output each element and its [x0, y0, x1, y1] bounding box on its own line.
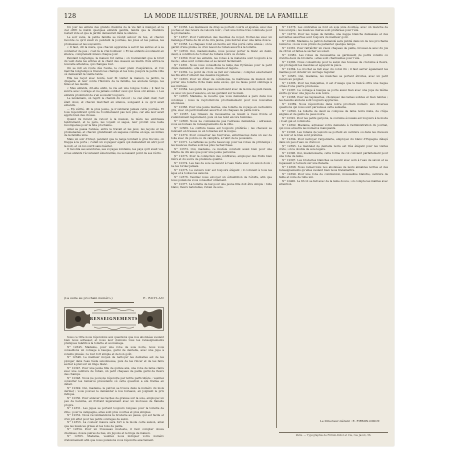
page-number: 128 [64, 13, 77, 20]
story-column: Un jour les enfans des grands chemins de la vie fait à manger, et le ciel offrit le matin quelques enfants gentils, tandis que la chambre restait vide et que le jardin demeurait dans le silence. Le soir venu, la petite famille se réunit autour du feu, et chacun raconte ce qu'il avait vu pendant la journée, les joies et les peines, les promesses et les souvenirs. « Il faut, dit la mère, que chacun apprenne à servir les autres et à se contenter de peu ; c'est là le vrai bonheur. » Et les enfants écoutaient en silence, comprenant mieux chaque jour. Pendant longtemps, la maison fut calme ; on n'entendait que le bruit du vent dans les arbres et le chant des oiseaux au matin. Puis arriva la nouvelle attendue, qui changea tout. On se mit en route dès l'aube, le cœur plein d'espérance, et l'on marcha longtemps à travers les champs et les bois, jusqu'à la petite ville où demeurait la vieille tante. Elle les reçut avec bonté, leur fit visiter la maison, le jardin, la chapelle, et leur conta l'histoire de la famille, les anciens temps, les fêtes et les deuils. « Mes enfants, dit-elle enfin, la vie est une longue route ; il faut la suivre avec courage et ne jamais oublier ceux qui nous ont aimés. » Les enfants promirent de s'en souvenir toujours. Le lendemain, on reprit le chemin du retour ; le ciel était clair, l'air était doux, et chacun marchait en silence, songeant à ce qu'il avait entendu. — En vérité, dit le plus jeune, je n'oublierai jamais cette journée. Et tous répondirent qu'ils ne l'oublieraient pas non plus, car elle leur avait appris bien des choses. Quand ils furent de retour à la maison, la mère les embrassa tendrement, et le père, les voyant si sages, leur promit une belle récompense pour la fête prochaine. Ainsi se passa l'année, entre le travail et les jeux, les leçons et les promenades, et chacun grandissait en sagesse comme en âge, au milieu de la famille unie. Mais un soir d'hiver, pendant que la neige tombait à gros flocons, on frappa à la porte ; c'était un voyageur égaré qui demandait un abri pour la nuit, et on lui ouvrit sans hésiter. Il raconta ses aventures, ses voyages lointains, les pays qu'il avait vus, et les enfants l'écoutaient émerveillés, ne se lassant point de ses récits. [64, 25, 164, 155]
story-signature [64, 296, 164, 300]
renseignements-column: N° 12356. Les manteaux de drap se portent courts et ajustés, avec des poches et des revers de velours noir ; c'est une forme très commode pour la promenade. N° 12357. Pour l'entretien des meubles de noyer, frottez-les avec un mélange d'huile de lin et de cire jaune, puis lustrez avec une laine douce. N° 12358. Le chapeau rond en feutre est très porté cette année ; on le garnit d'une plume ou d'un nœud de ruban assorti à la toilette. N° 12359. Oui, mademoiselle, vous pouvez porter le blanc en demi-deuil, à condition de l'orner de rubans noirs ou violets. N° 12360. Pour les enfants, les robes à la matelote sont toujours à la mode ; elles sont commodes et se lavent facilement. N° 12361. Nous vous conseillons la laine des Pyrénées pour le petit châle demandé ; elle est douce, chaude et légère. N° 12362. Le point de croix se fait sur canevas ; comptez exactement les fils afin d'obtenir des dessins réguliers. N° 12363. Pour un dîner de cérémonie, la maîtresse de maison doit porter une toilette riche mais sans excès, qui ne fasse point ombrage à ses invitées. N° 12364. Les gants de peau se nettoient avec de la mie de pain rassis, ou avec un peu d'essence, en les gardant sur la main. N° 12365. Madame, la recette que vous demandez a paru dans nos colonnes ; nous la reproduirons prochainement pour nos nouvelles abonnées. N° 12366. Pour une jeune mariée, une toilette de voyage en cachemire gris, avec un petit mantelet assorti et un chapeau de paille noire. N° 12367. Les rideaux de mousseline se lavent à l'eau froide et s'amidonnent légèrement, puis on les tend encore humides. N° 12368. Nous ne connaissons pas l'adresse demandée ; adressez-vous au bureau de renseignements de la ville. N° 12369. La coiffure basse est toujours préférée ; les cheveux se relèvent en tresses ou en torsades sur la nuque. N° 12370. Pour conserver les fourrures, enfermez-les dans un sac de toile avec du poivre ou du camphre, à l'abri de la poussière. N° 12371. Le taffetas se porte beaucoup pour les robes de printemps ; les nuances claires sont les plus recherchées. N° 12372. Oui, madame, ce modèle convient aussi bien pour une fillette de dix ans que pour une jeune personne. N° 12373. Pour la confection des confitures, employez des fruits bien mûrs et du sucre de première qualité. N° 12374. Les bas de soie se lavent à l'eau tiède avec un savon doux ; ne les tordez jamais. N° 12375. Le velours noir est toujours élégant ; il convient à tous les âges et à toutes les saisons. N° 12376. Veuillez nous envoyer un échantillon de l'étoffe, afin que nous puissions vous conseiller utilement. N° 12377. La toilette de bal pour une jeune fille doit être simple : tulle blanc, fleurs naturelles, ruban de soie. [171, 25, 272, 189]
section-title: RENSEIGNEMENTS [90, 316, 138, 321]
magazine-page [58, 8, 394, 446]
signature-rule [94, 302, 134, 303]
editor-line: Le Directeur-Gérant : E. FIRMIN-DIDOT. [319, 419, 380, 423]
renseignements-column: Sous ce titre nous répondons aux questions que nos abonnées veulent bien nous adresser, et nous leur donnons tous les renseignements pratiques relatifs à la toilette et au ménage. N° 12345. Madame, pour une robe de soie noire, nous vous conseillons un corsage à basque, garni de dentelle, avec une jupe à volants plissés ; le tout fort simple et de bon goût. N° 12346. Le meilleur moyen de nettoyer les dentelles est de les plonger dans l'eau tiède savonneuse, puis de les rincer et de les faire sécher à plat sur un linge blanc. N° 12347. Pour une jeune fille de quinze ans, une robe de laine claire avec une ceinture de ruban, un petit chapeau de paille garni de fleurs des champs. N° 12348. Nous ne pouvons répondre par lettre particulière ; veuillez consulter les numéros précédents où cette question a été traitée en détail. N° 12349. Oui, madame, le patron se trouve dans le numéro du mois dernier ; vous pouvez le demander à nos bureaux, en joignant le prix indiqué. N° 12350. Pour enlever les taches de graisse sur la soie, employez un peu de benzine, en frottant légèrement avec un morceau de flanelle propre. N° 12351. Les jupes se portent toujours longues pour la toilette de ville ; pour la campagne, elles sont plus courtes et plus simples. N° 12352. Nous recommandons la broderie au passé, qui est facile et d'un joli effet pour les petits ouvrages de salon. N° 12353. La couleur mauve sera fort à la mode cette saison, ainsi que les nuances grises et les tons de paille. N° 12354. Pour un trousseau modeste, il faut compter douze chemises, douze paires de bas, six jupons et le linge de maison. N° 12355. Madame, veuillez nous indiquer votre numéro d'abonnement afin que nous puissions vous répondre exactement. [64, 335, 164, 442]
continuation-note: (La suite au prochain numéro.) [64, 296, 113, 300]
editor-line-block [284, 420, 380, 423]
printer-imprint: Paris. — Typographie de Firmin-Didot et Cie, rue Jacob, 56. [295, 434, 372, 437]
running-head [64, 12, 388, 22]
header-rule [64, 23, 388, 24]
author-name: E. BOYLAN [143, 296, 164, 300]
column-divider [168, 26, 169, 428]
renseignements-column: N° 12378. Les ombrelles se font en soie unie doublée, avec un manche de bois sculpté ; les nuances claires sont préférées pour l'été. N° 12379. Pour les repas de famille, une nappe blanche damassée et des serviettes assorties sont toujours du meilleur goût. N° 12380. Madame, le patron demandé sera publié dans un de nos prochains numéros ; nous vous prions de patienter quelque temps. N° 12381. Pour rafraîchir un vieux chapeau de paille, brossez-le avec du jus de citron et faites-le sécher au soleil. N° 12382. Les robes de mousseline se garnissent de petits volants ou d'entre-deux de broderie ; elles sont charmantes pour l'été. N° 12383. Nous conseillons pour le salon des housses de cretonne à fleurs, qui protègent les meubles et égayent la pièce. N° 12384. Le crochet se fait avec du coton fin ; il faut serrer également les mailles pour obtenir un ouvrage régulier. N° 12385. Oui, madame, les manches se portent étroites, avec un petit revers au poignet. N° 12386. Pour les fiançailles, il est d'usage que le fiancé offre une bague ornée d'une pierre précieuse. N° 12387. Le corsage à basque se porte aussi bien avec une jupe de même étoffe qu'avec une jupe de soie noire. N° 12388. Pour les tapisseries, choisissez des laines solides et bien teintes ; les dessins anciens sont toujours appréciés. N° 12389. Nous répondrons dans notre prochain numéro aux diverses questions qui nous sont parvenues cette semaine. N° 12390. La toilette de deuil se compose de laine noire mate, de crêpe anglais et de gants de peau noire. N° 12391. Pour les petits garçons, le costume écossais est toujours à la mode ; il est gai et commode. N° 12392. Madame, adressez votre demande à l'administration du journal, qui vous enverra les numéros manquants. N° 12393. Les rubans de velours se portent en ceinture ou dans les cheveux ; le noir et le bleu sont préférés. N° 12394. Pour nettoyer l'argenterie, employez du blanc d'Espagne délayé dans un peu d'eau ou d'alcool. N° 12395. Le mantelet de dentelle noire est très élégant pour les visites d'été ; on le double de soie légère. N° 12396. Oui, mademoiselle, cette forme de col convient parfaitement pour une robe de laine. N° 12397. Les broderies blanches se lavent avec soin à l'eau de savon et se repassent à l'envers sur une flanelle. N° 12398. Nous remercions nos abonnées de leurs aimables lettres et des renseignements qu'elles veulent bien nous transmettre. N° 12399. Pour une robe de communion, mousseline blanche, ceinture de faille et voile de tulle uni. N° 12400. Le tricot se fait avec de la laine douce ; on compte les mailles avec attention. [279, 25, 388, 187]
imprint-rule [279, 432, 388, 433]
section-banner [64, 307, 164, 331]
column-divider [276, 26, 277, 428]
journal-title: LA MODE ILLUSTRÉE, JOURNAL DE LA FAMILLE [143, 13, 309, 20]
